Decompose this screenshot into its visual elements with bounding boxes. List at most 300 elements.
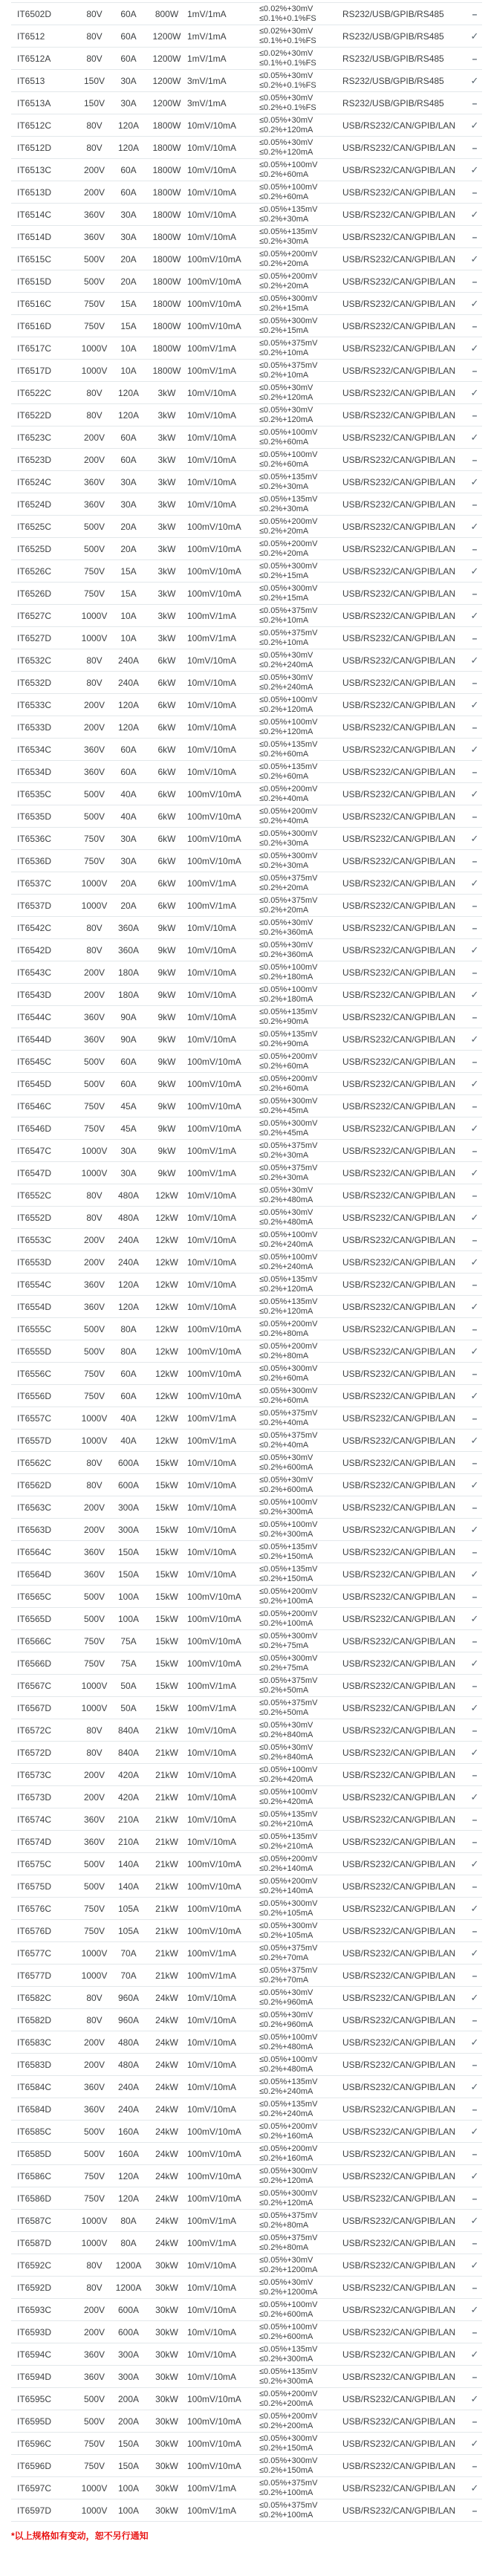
resolution-cell: 100mV/10mA [187, 320, 241, 331]
accuracy-voltage: ≤0.05%+200mV [259, 806, 318, 816]
spec-table [11, 2, 482, 2522]
current-cell: 50A [120, 1680, 137, 1691]
accuracy-cell [259, 2343, 342, 2366]
check-icon: ✓ [470, 1211, 479, 1223]
accuracy-current: ≤0.2%+300mA [259, 2376, 313, 2386]
voltage-cell: 80V [86, 142, 103, 153]
accuracy-current: ≤0.2%+15mA [259, 303, 309, 313]
dash-icon: – [472, 1680, 478, 1691]
accuracy-voltage: ≤0.05%+375mV [259, 1675, 318, 1685]
current-cell: 30A [120, 855, 137, 866]
accuracy-cell [259, 70, 342, 92]
accuracy-cell [259, 337, 342, 360]
accuracy-voltage: ≤0.05%+200mV [259, 271, 318, 281]
model-cell: IT6512D [17, 142, 52, 153]
accuracy-current: ≤0.2%+840mA [259, 1730, 313, 1739]
accuracy-voltage: ≤0.05%+375mV [259, 2210, 318, 2220]
voltage-cell: 200V [83, 1524, 105, 1535]
accuracy-cell [259, 1987, 342, 2009]
current-cell: 600A [117, 1479, 140, 1490]
accuracy-current: ≤0.2%+20mA [259, 259, 309, 268]
power-cell: 6kW [157, 699, 176, 710]
accuracy-cell [259, 2031, 342, 2054]
accuracy-current: ≤0.2%+600mA [259, 2332, 313, 2341]
interfaces-cell: USB/RS232/CAN/GPIB/LAN [342, 2349, 456, 2360]
option-cell [467, 2031, 482, 2054]
interfaces-cell: USB/RS232/CAN/GPIB/LAN [342, 2059, 456, 2070]
model-cell: IT6524D [17, 499, 52, 510]
voltage-cell: 200V [83, 1791, 105, 1803]
option-cell [467, 1430, 482, 1452]
check-icon: ✓ [470, 208, 479, 220]
current-cell: 40A [120, 788, 137, 799]
accuracy-current: ≤0.2%+10mA [259, 637, 309, 647]
model-cell: IT6576D [17, 1925, 52, 1936]
accuracy-current: ≤0.2%+105mA [259, 1908, 313, 1918]
accuracy-voltage: ≤0.05%+200mV [259, 2144, 318, 2153]
check-icon: ✓ [470, 565, 479, 577]
interfaces-cell: USB/RS232/CAN/GPIB/LAN [342, 1502, 456, 1513]
accuracy-cell [259, 1496, 342, 1519]
power-cell: 3kW [157, 476, 176, 487]
model-cell: IT6546D [17, 1123, 52, 1134]
model-cell: IT6545C [17, 1056, 52, 1067]
product-spec-sheet [0, 2, 491, 2542]
accuracy-voltage: ≤0.05%+30mV [259, 93, 313, 103]
spec-row [11, 783, 482, 805]
model-cell: IT6587D [17, 2237, 52, 2248]
accuracy-cell [259, 2009, 342, 2031]
voltage-cell: 500V [83, 1078, 105, 1089]
accuracy-voltage: ≤0.05%+100mV [259, 1252, 318, 1262]
accuracy-current: ≤0.2%+100mA [259, 2488, 313, 2497]
voltage-cell: 750V [83, 2460, 105, 2471]
resolution-cell: 10mV/10mA [187, 1279, 237, 1290]
spec-row [11, 560, 482, 583]
spec-row [11, 1006, 482, 1028]
accuracy-voltage: ≤0.05%+135mV [259, 1007, 318, 1016]
resolution-cell: 10mV/10mA [187, 409, 237, 421]
accuracy-cell [259, 1808, 342, 1831]
accuracy-voltage: ≤0.05%+375mV [259, 2233, 318, 2242]
resolution-cell: 10mV/10mA [187, 2259, 237, 2271]
spec-row [11, 649, 482, 672]
accuracy-current: ≤0.2%+60mA [259, 1083, 309, 1093]
resolution-cell: 100mV/10mA [187, 565, 241, 577]
current-cell: 120A [117, 2193, 140, 2204]
accuracy-current: ≤0.2%+50mA [259, 1707, 309, 1717]
interfaces-cell: USB/RS232/CAN/GPIB/LAN [342, 365, 456, 376]
accuracy-current: ≤0.2%+75mA [259, 1663, 309, 1673]
voltage-cell: 500V [83, 1056, 105, 1067]
voltage-cell: 500V [83, 1858, 105, 1869]
accuracy-voltage: ≤0.05%+30mV [259, 918, 313, 927]
check-icon: ✓ [470, 386, 479, 398]
power-cell: 12kW [155, 1256, 178, 1268]
option-cell [467, 2076, 482, 2098]
model-cell: IT6523D [17, 454, 52, 465]
accuracy-current: ≤0.2%+80mA [259, 1328, 309, 1338]
spec-row [11, 1608, 482, 1630]
interfaces-cell: USB/RS232/CAN/GPIB/LAN [342, 1390, 456, 1401]
accuracy-current: ≤0.2%+15mA [259, 593, 309, 603]
current-cell: 45A [120, 1100, 137, 1112]
check-icon: ✓ [470, 1701, 479, 1713]
model-cell: IT6595D [17, 2416, 52, 2427]
accuracy-cell [259, 360, 342, 382]
power-cell: 1800W [152, 142, 181, 153]
option-cell [467, 2143, 482, 2165]
voltage-cell: 750V [83, 833, 105, 844]
current-cell: 480A [117, 2037, 140, 2048]
power-cell: 1800W [152, 320, 181, 331]
resolution-cell: 100mV/1mA [187, 365, 237, 376]
option-cell [467, 1920, 482, 1942]
voltage-cell: 1000V [81, 1435, 108, 1446]
interfaces-cell: USB/RS232/CAN/GPIB/LAN [342, 2482, 456, 2494]
interfaces-cell: USB/RS232/CAN/GPIB/LAN [342, 1435, 456, 1446]
voltage-cell: 500V [83, 2393, 105, 2404]
resolution-cell: 100mV/10mA [187, 1903, 241, 1914]
dash-icon: – [472, 2237, 478, 2248]
interfaces-cell: USB/RS232/CAN/GPIB/LAN [342, 2304, 456, 2315]
interfaces-cell: USB/RS232/CAN/GPIB/LAN [342, 1457, 456, 1468]
option-cell [467, 583, 482, 605]
power-cell: 6kW [157, 744, 176, 755]
accuracy-current: ≤0.2%+360mA [259, 927, 313, 937]
model-cell: IT6587C [17, 2215, 52, 2226]
power-cell: 1800W [152, 253, 181, 265]
spec-row [11, 1630, 482, 1652]
power-cell: 1800W [152, 343, 181, 354]
power-cell: 12kW [155, 1279, 178, 1290]
accuracy-cell [259, 672, 342, 694]
option-cell [467, 538, 482, 560]
power-cell: 12kW [155, 1234, 178, 1245]
voltage-cell: 80V [86, 1992, 103, 2003]
dash-icon: – [472, 142, 478, 153]
dash-icon: – [472, 499, 478, 510]
accuracy-cell [259, 516, 342, 538]
voltage-cell: 80V [86, 1190, 103, 1201]
option-cell [467, 2121, 482, 2143]
resolution-cell: 1mV/1mA [187, 8, 227, 19]
model-cell: IT6563D [17, 1524, 52, 1535]
interfaces-cell: USB/RS232/CAN/GPIB/LAN [342, 432, 456, 443]
interfaces-cell: USB/RS232/CAN/GPIB/LAN [342, 1791, 456, 1803]
check-icon: ✓ [470, 2125, 479, 2137]
spec-row [11, 25, 482, 48]
check-icon: ✓ [470, 342, 479, 354]
accuracy-cell [259, 2187, 342, 2210]
accuracy-voltage: ≤0.05%+100mV [259, 2054, 318, 2064]
dash-icon: – [472, 1190, 478, 1201]
resolution-cell: 10mV/10mA [187, 2371, 237, 2382]
accuracy-cell [259, 872, 342, 895]
spec-row [11, 2299, 482, 2321]
resolution-cell: 100mV/10mA [187, 298, 241, 309]
current-cell: 15A [120, 588, 137, 599]
power-cell: 12kW [155, 1323, 178, 1334]
model-cell: IT6556D [17, 1390, 52, 1401]
model-cell: IT6532D [17, 677, 52, 688]
interfaces-cell: USB/RS232/CAN/GPIB/LAN [342, 320, 456, 331]
interfaces-cell: USB/RS232/CAN/GPIB/LAN [342, 476, 456, 487]
accuracy-cell [259, 2455, 342, 2477]
model-cell: IT6584D [17, 2103, 52, 2115]
current-cell: 60A [120, 1078, 137, 1089]
resolution-cell: 100mV/10mA [187, 1658, 241, 1669]
model-cell: IT6514D [17, 231, 52, 242]
interfaces-cell: USB/RS232/CAN/GPIB/LAN [342, 1323, 456, 1334]
interfaces-cell: RS232/USB/GPIB/RS485 [342, 30, 444, 42]
accuracy-cell [259, 1363, 342, 1385]
power-cell: 15kW [155, 1524, 178, 1535]
option-cell [467, 2054, 482, 2076]
voltage-cell: 750V [83, 1903, 105, 1914]
spec-row [11, 382, 482, 404]
voltage-cell: 500V [83, 2126, 105, 2137]
power-cell: 9kW [157, 922, 176, 933]
option-cell [467, 961, 482, 984]
model-cell: IT6593C [17, 2304, 52, 2315]
check-icon: ✓ [470, 609, 479, 621]
option-cell [467, 270, 482, 293]
accuracy-cell [259, 2165, 342, 2187]
accuracy-current: ≤0.2%+210mA [259, 1841, 313, 1851]
accuracy-current: ≤0.2%+600mA [259, 1485, 313, 1494]
option-cell [467, 2254, 482, 2277]
interfaces-cell: USB/RS232/CAN/GPIB/LAN [342, 1680, 456, 1691]
dash-icon: – [472, 2460, 478, 2471]
current-cell: 105A [117, 1903, 140, 1914]
dash-icon: – [472, 632, 478, 643]
accuracy-voltage: ≤0.05%+30mV [259, 137, 313, 147]
spec-row [11, 1184, 482, 1207]
accuracy-voltage: ≤0.02%+30mV [259, 26, 313, 36]
power-cell: 1800W [152, 276, 181, 287]
accuracy-cell [259, 1407, 342, 1430]
spec-row [11, 1073, 482, 1095]
power-cell: 30kW [155, 2505, 178, 2516]
accuracy-current: ≤0.2%+0.1%FS [259, 103, 316, 112]
interfaces-cell: USB/RS232/CAN/GPIB/LAN [342, 1591, 456, 1602]
spec-row [11, 1251, 482, 1274]
current-cell: 120A [117, 120, 140, 131]
spec-row [11, 337, 482, 360]
spec-row [11, 1452, 482, 1474]
option-cell [467, 1006, 482, 1028]
spec-row [11, 404, 482, 426]
current-cell: 120A [117, 142, 140, 153]
accuracy-cell [259, 2477, 342, 2499]
power-cell: 9kW [157, 944, 176, 956]
resolution-cell: 10mV/10mA [187, 1502, 237, 1513]
accuracy-cell [259, 783, 342, 805]
dash-icon: – [472, 1145, 478, 1156]
interfaces-cell: USB/RS232/CAN/GPIB/LAN [342, 1167, 456, 1178]
model-cell: IT6527C [17, 610, 52, 621]
spec-row [11, 3, 482, 25]
voltage-cell: 1000V [81, 1167, 108, 1178]
accuracy-cell [259, 1719, 342, 1742]
power-cell: 30kW [155, 2393, 178, 2404]
resolution-cell: 100mV/10mA [187, 2438, 241, 2449]
resolution-cell: 100mV/10mA [187, 2170, 241, 2181]
accuracy-voltage: ≤0.05%+300mV [259, 2166, 318, 2176]
spec-row [11, 2121, 482, 2143]
voltage-cell: 80V [86, 1479, 103, 1490]
resolution-cell: 100mV/1mA [187, 1435, 237, 1446]
model-cell: IT6553C [17, 1234, 52, 1245]
interfaces-cell: USB/RS232/CAN/GPIB/LAN [342, 565, 456, 577]
resolution-cell: 100mV/10mA [187, 811, 241, 822]
resolution-cell: 10mV/10mA [187, 2326, 237, 2337]
accuracy-voltage: ≤0.05%+30mV [259, 405, 313, 415]
spec-row [11, 2455, 482, 2477]
accuracy-cell [259, 449, 342, 471]
accuracy-current: ≤0.2%+420mA [259, 1774, 313, 1784]
check-icon: ✓ [470, 2214, 479, 2226]
current-cell: 60A [120, 53, 137, 64]
resolution-cell: 100mV/1mA [187, 1412, 237, 1424]
current-cell: 30A [120, 231, 137, 242]
accuracy-cell [259, 1875, 342, 1898]
model-cell: IT6554C [17, 1279, 52, 1290]
accuracy-cell [259, 1586, 342, 1608]
interfaces-cell: USB/RS232/CAN/GPIB/LAN [342, 588, 456, 599]
voltage-cell: 200V [83, 967, 105, 978]
accuracy-cell [259, 1942, 342, 1965]
voltage-cell: 500V [83, 2416, 105, 2427]
accuracy-cell [259, 1140, 342, 1162]
power-cell: 9kW [157, 1078, 176, 1089]
accuracy-cell [259, 159, 342, 181]
spec-row [11, 137, 482, 159]
accuracy-cell [259, 293, 342, 315]
accuracy-cell [259, 939, 342, 961]
power-cell: 3kW [157, 610, 176, 621]
dash-icon: – [472, 2014, 478, 2025]
power-cell: 24kW [155, 2059, 178, 2070]
option-cell [467, 2098, 482, 2121]
resolution-cell: 10mV/10mA [187, 209, 237, 220]
voltage-cell: 200V [83, 432, 105, 443]
option-cell [467, 1652, 482, 1675]
resolution-cell: 100mV/1mA [187, 1145, 237, 1156]
interfaces-cell: USB/RS232/CAN/GPIB/LAN [342, 1992, 456, 2003]
accuracy-current: ≤0.2%+105mA [259, 1930, 313, 1940]
resolution-cell: 100mV/1mA [187, 2215, 237, 2226]
accuracy-voltage: ≤0.05%+30mV [259, 672, 313, 682]
current-cell: 100A [117, 2482, 140, 2494]
dash-icon: – [472, 53, 478, 64]
power-cell: 15kW [155, 1658, 178, 1669]
accuracy-cell [259, 1340, 342, 1363]
check-icon: ✓ [470, 1791, 479, 1803]
accuracy-voltage: ≤0.05%+135mV [259, 1029, 318, 1039]
model-cell: IT6594C [17, 2349, 52, 2360]
model-cell: IT6557C [17, 1412, 52, 1424]
accuracy-voltage: ≤0.05%+30mV [259, 1988, 313, 1997]
model-cell: IT6524C [17, 476, 52, 487]
current-cell: 420A [117, 1791, 140, 1803]
voltage-cell: 1000V [81, 900, 108, 911]
model-cell: IT6596D [17, 2460, 52, 2471]
check-icon: ✓ [470, 2348, 479, 2360]
current-cell: 210A [117, 1836, 140, 1847]
model-cell: IT6574D [17, 1836, 52, 1847]
resolution-cell: 100mV/10mA [187, 1613, 241, 1624]
accuracy-cell [259, 605, 342, 627]
accuracy-current: ≤0.2%+600mA [259, 2309, 313, 2319]
check-icon: ✓ [470, 1858, 479, 1869]
model-cell: IT6523C [17, 432, 52, 443]
accuracy-current: ≤0.2%+60mA [259, 459, 309, 469]
accuracy-current: ≤0.2%+210mA [259, 1819, 313, 1829]
interfaces-cell: USB/RS232/CAN/GPIB/LAN [342, 989, 456, 1000]
accuracy-current: ≤0.2%+180mA [259, 994, 313, 1004]
power-cell: 30kW [155, 2259, 178, 2271]
accuracy-voltage: ≤0.02%+30mV [259, 4, 313, 13]
accuracy-voltage: ≤0.05%+300mV [259, 561, 318, 571]
option-cell [467, 716, 482, 739]
current-cell: 120A [117, 409, 140, 421]
option-cell [467, 293, 482, 315]
interfaces-cell: USB/RS232/CAN/GPIB/LAN [342, 1814, 456, 1825]
model-cell: IT6513 [17, 75, 45, 86]
spec-row [11, 805, 482, 828]
option-cell [467, 1274, 482, 1296]
voltage-cell: 200V [83, 2304, 105, 2315]
power-cell: 1200W [152, 30, 181, 42]
model-cell: IT6527D [17, 632, 52, 643]
accuracy-current: ≤0.2%+480mA [259, 2064, 313, 2074]
spec-row [11, 493, 482, 516]
resolution-cell: 10mV/10mA [187, 2304, 237, 2315]
current-cell: 30A [120, 476, 137, 487]
power-cell: 9kW [157, 1011, 176, 1022]
dash-icon: – [472, 231, 478, 242]
power-cell: 3kW [157, 432, 176, 443]
check-icon: ✓ [470, 2080, 479, 2092]
current-cell: 240A [117, 2103, 140, 2115]
model-cell: IT6585C [17, 2126, 52, 2137]
resolution-cell: 100mV/10mA [187, 253, 241, 265]
accuracy-cell [259, 1920, 342, 1942]
accuracy-voltage: ≤0.05%+300mV [259, 293, 318, 303]
interfaces-cell: USB/RS232/CAN/GPIB/LAN [342, 2103, 456, 2115]
accuracy-current: ≤0.2%+120mA [259, 2176, 313, 2185]
current-cell: 200A [117, 2393, 140, 2404]
model-cell: IT6536D [17, 855, 52, 866]
dash-icon: – [472, 2193, 478, 2204]
dash-icon: – [472, 1011, 478, 1022]
spec-row [11, 1095, 482, 1117]
resolution-cell: 100mV/10mA [187, 1123, 241, 1134]
spec-row [11, 2321, 482, 2343]
accuracy-voltage: ≤0.05%+30mV [259, 71, 313, 80]
current-cell: 60A [120, 1390, 137, 1401]
check-icon: ✓ [470, 1122, 479, 1134]
current-cell: 20A [120, 543, 137, 554]
accuracy-current: ≤0.2%+40mA [259, 1440, 309, 1450]
power-cell: 9kW [157, 1034, 176, 1045]
power-cell: 30kW [155, 2326, 178, 2337]
option-cell [467, 2210, 482, 2232]
accuracy-voltage: ≤0.05%+135mV [259, 762, 318, 771]
model-cell: IT6553D [17, 1256, 52, 1268]
